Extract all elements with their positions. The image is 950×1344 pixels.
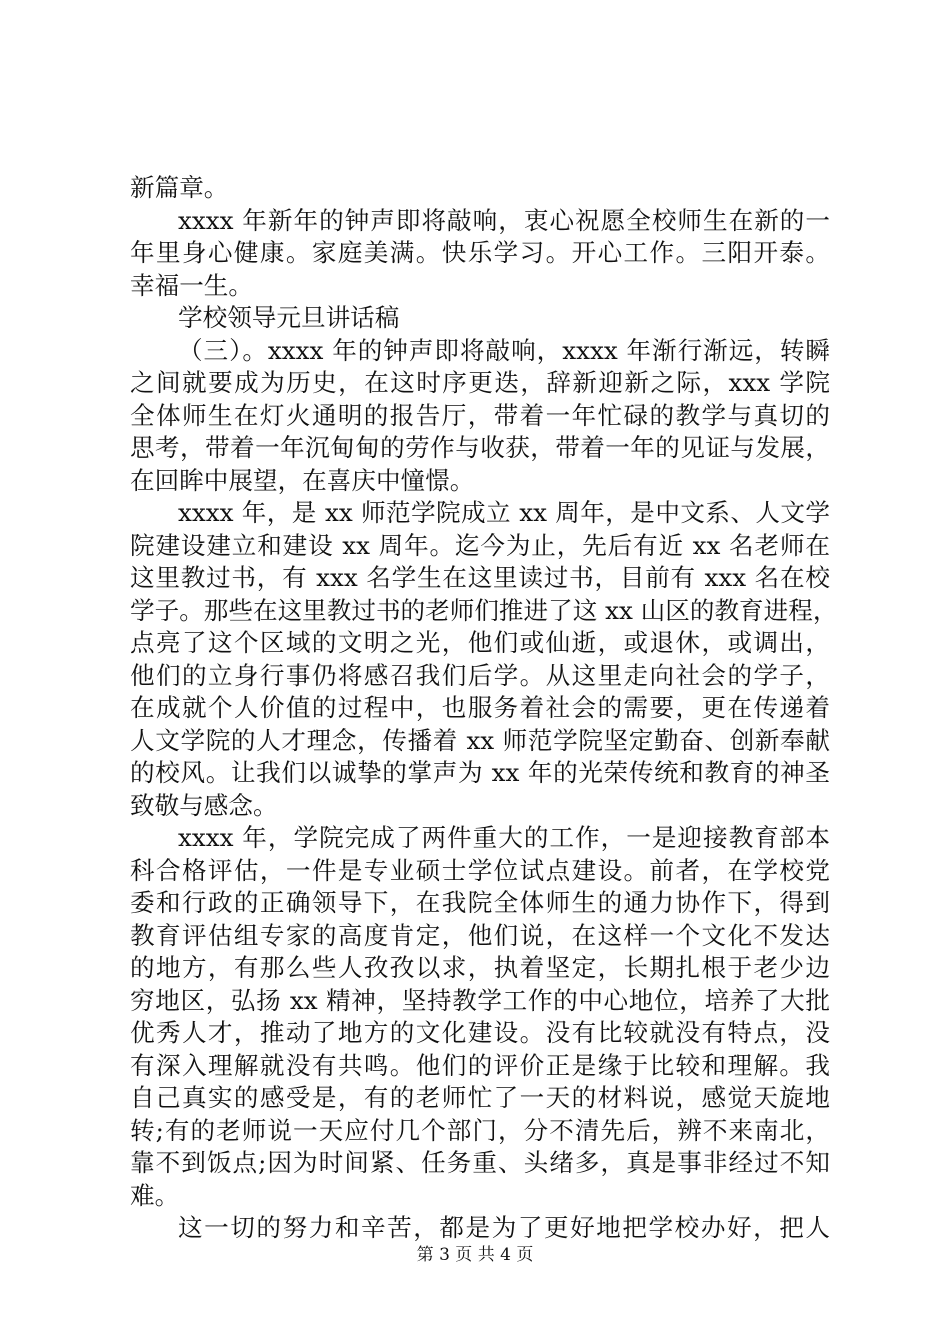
- text-line: 委和行政的正确领导下，在我院全体师生的通力协作下，得到: [130, 888, 830, 917]
- text-line: 在成就个人价值的过程中，也服务着社会的需要，更在传递着: [130, 693, 830, 722]
- text-line: 院建设建立和建设 xx 周年。迄今为止，先后有近 xx 名老师在: [130, 530, 830, 560]
- text-line: 全体师生在灯火通明的报告厅，带着一年忙碌的教学与真切的: [130, 400, 830, 430]
- text-line: 教育评估组专家的高度肯定，他们说，在这样一个文化不发达: [130, 920, 830, 950]
- document-body: [130, 172, 838, 1245]
- text-line: 思考，带着一年沉甸甸的劳作与收获，带着一年的见证与发展，: [130, 433, 830, 462]
- text-line: 幸福一生。: [130, 270, 253, 300]
- text-line: 科合格评估，一件是专业硕士学位试点建设。前者，在学校党: [130, 855, 830, 885]
- text-line: 的校风。让我们以诚挚的掌声为 xx 年的光荣传统和教育的神圣: [130, 758, 830, 787]
- text-line: xxxx 年，是 xx 师范学院成立 xx 周年，是中文系、人文学: [178, 498, 830, 527]
- text-line: 在回眸中展望，在喜庆中憧憬。: [130, 465, 475, 495]
- text-line: 之间就要成为历史，在这时序更迭，辞新迎新之际，xxx 学院: [130, 368, 830, 397]
- text-line: 致敬与感念。: [130, 790, 278, 820]
- text-line: xxxx 年，学院完成了两件重大的工作，一是迎接教育部本: [178, 823, 830, 852]
- text-line: 的地方，有那么些人孜孜以求，执着坚定，长期扎根于老少边: [130, 953, 830, 982]
- text-line: 这里教过书，有 xxx 名学生在这里读过书，目前有 xxx 名在校: [130, 563, 830, 592]
- text-line: 这一切的努力和辛苦，都是为了更好地把学校办好，把人: [178, 1213, 830, 1242]
- text-line: 有深入理解就没有共鸣。他们的评价正是缘于比较和理解。我: [130, 1050, 830, 1080]
- text-line: 点亮了这个区域的文明之光，他们或仙逝，或退休，或调出，: [130, 628, 830, 657]
- text-line: xxxx 年新年的钟声即将敲响，衷心祝愿全校师生在新的一: [178, 205, 830, 235]
- text-line: 新篇章。: [130, 173, 229, 202]
- text-line: 学子。那些在这里教过书的老师们推进了这 xx 山区的教育进程，: [130, 595, 838, 625]
- text-line: 自己真实的感受是，有的老师忙了一天的材料说，感觉天旋地: [130, 1083, 830, 1112]
- text-line: 转;有的老师说一天应付几个部门，分不清先后，辨不来南北，: [130, 1115, 830, 1145]
- text-line: （三）。xxxx 年的钟声即将敲响，xxxx 年渐行渐远，转瞬: [178, 335, 830, 365]
- text-line: 学校领导元旦讲话稿: [178, 303, 400, 332]
- page-footer: 第 3 页 共 4 页: [416, 1245, 534, 1265]
- text-line: 优秀人才，推动了地方的文化建设。没有比较就没有特点，没: [130, 1018, 830, 1047]
- text-line: 年里身心健康。家庭美满。快乐学习。开心工作。三阳开泰。: [130, 238, 830, 267]
- text-line: 他们的立身行事仍将感召我们后学。从这里走向社会的学子，: [130, 660, 830, 690]
- text-line: 人文学院的人才理念，传播着 xx 师范学院坚定勤奋、创新奉献: [130, 725, 830, 755]
- text-line: 难。: [130, 1180, 180, 1210]
- text-line: 穷地区，弘扬 xx 精神，坚持教学工作的中心地位，培养了大批: [130, 985, 830, 1015]
- text-line: 靠不到饭点;因为时间紧、任务重、头绪多，真是事非经过不知: [130, 1148, 830, 1177]
